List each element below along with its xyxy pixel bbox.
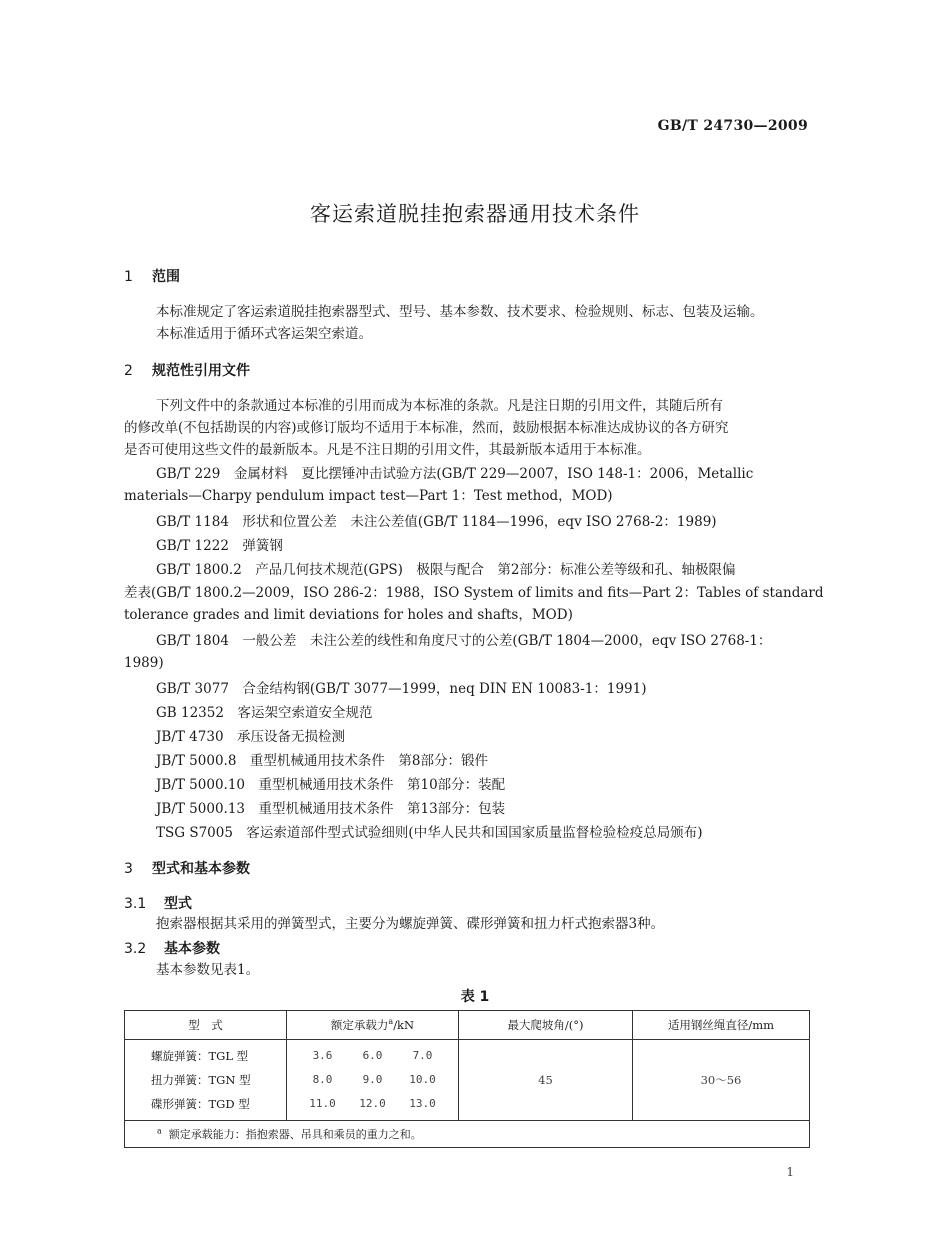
header-rated-load-label: 额定承载力 xyxy=(330,1018,389,1032)
paragraph-line: 基本参数见表1。 xyxy=(156,962,260,978)
load-value: 12.0 xyxy=(359,1097,386,1110)
header-max-angle: 最大爬坡角/(°) xyxy=(459,1011,633,1040)
section-number: 3 xyxy=(124,861,133,877)
subsection-title: 型式 xyxy=(164,896,192,912)
reference-line: GB/T 1804 一般公差 未注公差的线性和角度尺寸的公差(GB/T 1804—2000，eqv ISO 2768-1： xyxy=(156,633,772,649)
section-1-heading xyxy=(124,266,180,286)
reference-line: TSG S7005 客运索道部件型式试验细则(中华人民共和国国家质量监督检验检疫总局颁布) xyxy=(156,825,703,841)
header-rated-load xyxy=(287,1011,459,1040)
footnote-text: 额定承载能力：指抱索器、吊具和乘员的重力之和。 xyxy=(168,1128,422,1141)
reference-line: materials—Charpy pendulum impact test—Part 1：Test method，MOD) xyxy=(124,488,613,504)
subsection-number: 3.2 xyxy=(124,941,147,957)
reference-line: GB/T 1222 弹簧钢 xyxy=(156,538,283,554)
paragraph-line: 本标准规定了客运索道脱挂抱索器型式、型号、基本参数、技术要求、检验规则、标志、包装及运输。 xyxy=(156,304,764,320)
load-value: 8.0 xyxy=(312,1073,333,1086)
header-rated-load-unit: /kN xyxy=(393,1018,415,1032)
footnote-mark: a xyxy=(388,1017,394,1027)
section-title: 型式和基本参数 xyxy=(152,861,250,877)
load-value: 3.6 xyxy=(312,1049,333,1062)
paragraph-line: 下列文件中的条款通过本标准的引用而成为本标准的条款。凡是注日期的引用文件，其随后所有 xyxy=(156,398,723,414)
table-row xyxy=(125,1040,810,1121)
header-model: 型 式 xyxy=(125,1011,287,1040)
load-value: 7.0 xyxy=(412,1049,433,1062)
reference-line: JB/T 5000.10 重型机械通用技术条件 第10部分：装配 xyxy=(156,777,506,793)
table-caption: 表 1 xyxy=(460,989,490,1005)
load-row xyxy=(287,1092,458,1116)
subsection-title: 基本参数 xyxy=(164,941,220,957)
section-title: 范围 xyxy=(152,269,180,285)
reference-line: GB/T 229 金属材料 夏比摆锤冲击试验方法(GB/T 229—2007，ISO 148-1：2006，Metallic xyxy=(156,466,754,482)
max-angle-cell: 45 xyxy=(459,1040,633,1121)
subsection-3-2-heading xyxy=(124,938,220,958)
header-rope-diameter: 适用钢丝绳直径/mm xyxy=(633,1011,810,1040)
page-number: 1 xyxy=(786,1165,794,1179)
reference-line: 1989) xyxy=(124,655,164,671)
document-title: 客运索道脱挂抱索器通用技术条件 xyxy=(310,202,640,226)
reference-line: GB/T 1800.2 产品几何技术规范(GPS) 极限与配合 第2部分：标准公差等级和孔、轴极限偏 xyxy=(156,562,736,578)
reference-line: GB/T 3077 合金结构钢(GB/T 3077—1999，neq DIN EN 10083-1：1991) xyxy=(156,681,647,697)
section-3-heading xyxy=(124,858,250,878)
section-title: 规范性引用文件 xyxy=(152,363,250,379)
subsection-3-1-heading xyxy=(124,893,192,913)
model-name: 螺旋弹簧：TGL 型 xyxy=(151,1049,249,1063)
model-cell xyxy=(125,1040,287,1121)
reference-line: GB/T 1184 形状和位置公差 未注公差值(GB/T 1184—1996，eqv ISO 2768-2：1989) xyxy=(156,514,717,530)
load-value: 6.0 xyxy=(362,1049,383,1062)
parameters-table xyxy=(124,1010,810,1148)
model-name: 碟形弹簧：TGD 型 xyxy=(151,1097,250,1111)
table-footnote-row xyxy=(125,1121,810,1148)
paragraph-line: 本标准适用于循环式客运架空索道。 xyxy=(156,326,372,342)
rope-diameter-cell: 30～56 xyxy=(633,1040,810,1121)
reference-line: JB/T 5000.13 重型机械通用技术条件 第13部分：包装 xyxy=(156,801,506,817)
model-name: 扭力弹簧：TGN 型 xyxy=(151,1073,251,1087)
table-footnote xyxy=(125,1121,810,1148)
reference-line: JB/T 5000.8 重型机械通用技术条件 第8部分：锻件 xyxy=(156,753,489,769)
footnote-mark: a xyxy=(157,1126,162,1136)
load-row xyxy=(287,1044,458,1068)
section-2-heading xyxy=(124,360,250,380)
section-number: 2 xyxy=(124,363,133,379)
reference-line: 差表(GB/T 1800.2—2009，ISO 286-2：1988，ISO System of limits and fits—Part 2：Tables of standard xyxy=(124,585,824,601)
standard-number: GB/T 24730—2009 xyxy=(657,118,808,134)
load-value: 11.0 xyxy=(309,1097,336,1110)
load-value: 10.0 xyxy=(409,1073,436,1086)
load-row xyxy=(287,1068,458,1092)
load-value: 13.0 xyxy=(409,1097,436,1110)
reference-line: tolerance grades and limit deviations for holes and shafts，MOD) xyxy=(124,607,573,623)
reference-line: JB/T 4730 承压设备无损检测 xyxy=(156,729,346,745)
reference-line: GB 12352 客运架空索道安全规范 xyxy=(156,705,373,721)
paragraph-line: 是否可使用这些文件的最新版本。凡是不注日期的引用文件，其最新版本适用于本标准。 xyxy=(124,442,651,458)
paragraph-line: 的修改单(不包括勘误的内容)或修订版均不适用于本标准，然而，鼓励根据本标准达成协议的各方研究 xyxy=(124,420,729,436)
paragraph-line: 抱索器根据其采用的弹簧型式，主要分为螺旋弹簧、碟形弹簧和扭力杆式抱索器3种。 xyxy=(156,916,665,932)
subsection-number: 3.1 xyxy=(124,896,147,912)
section-number: 1 xyxy=(124,269,133,285)
rated-load-cell xyxy=(287,1040,459,1121)
table-header-row xyxy=(125,1011,810,1040)
load-value: 9.0 xyxy=(362,1073,383,1086)
